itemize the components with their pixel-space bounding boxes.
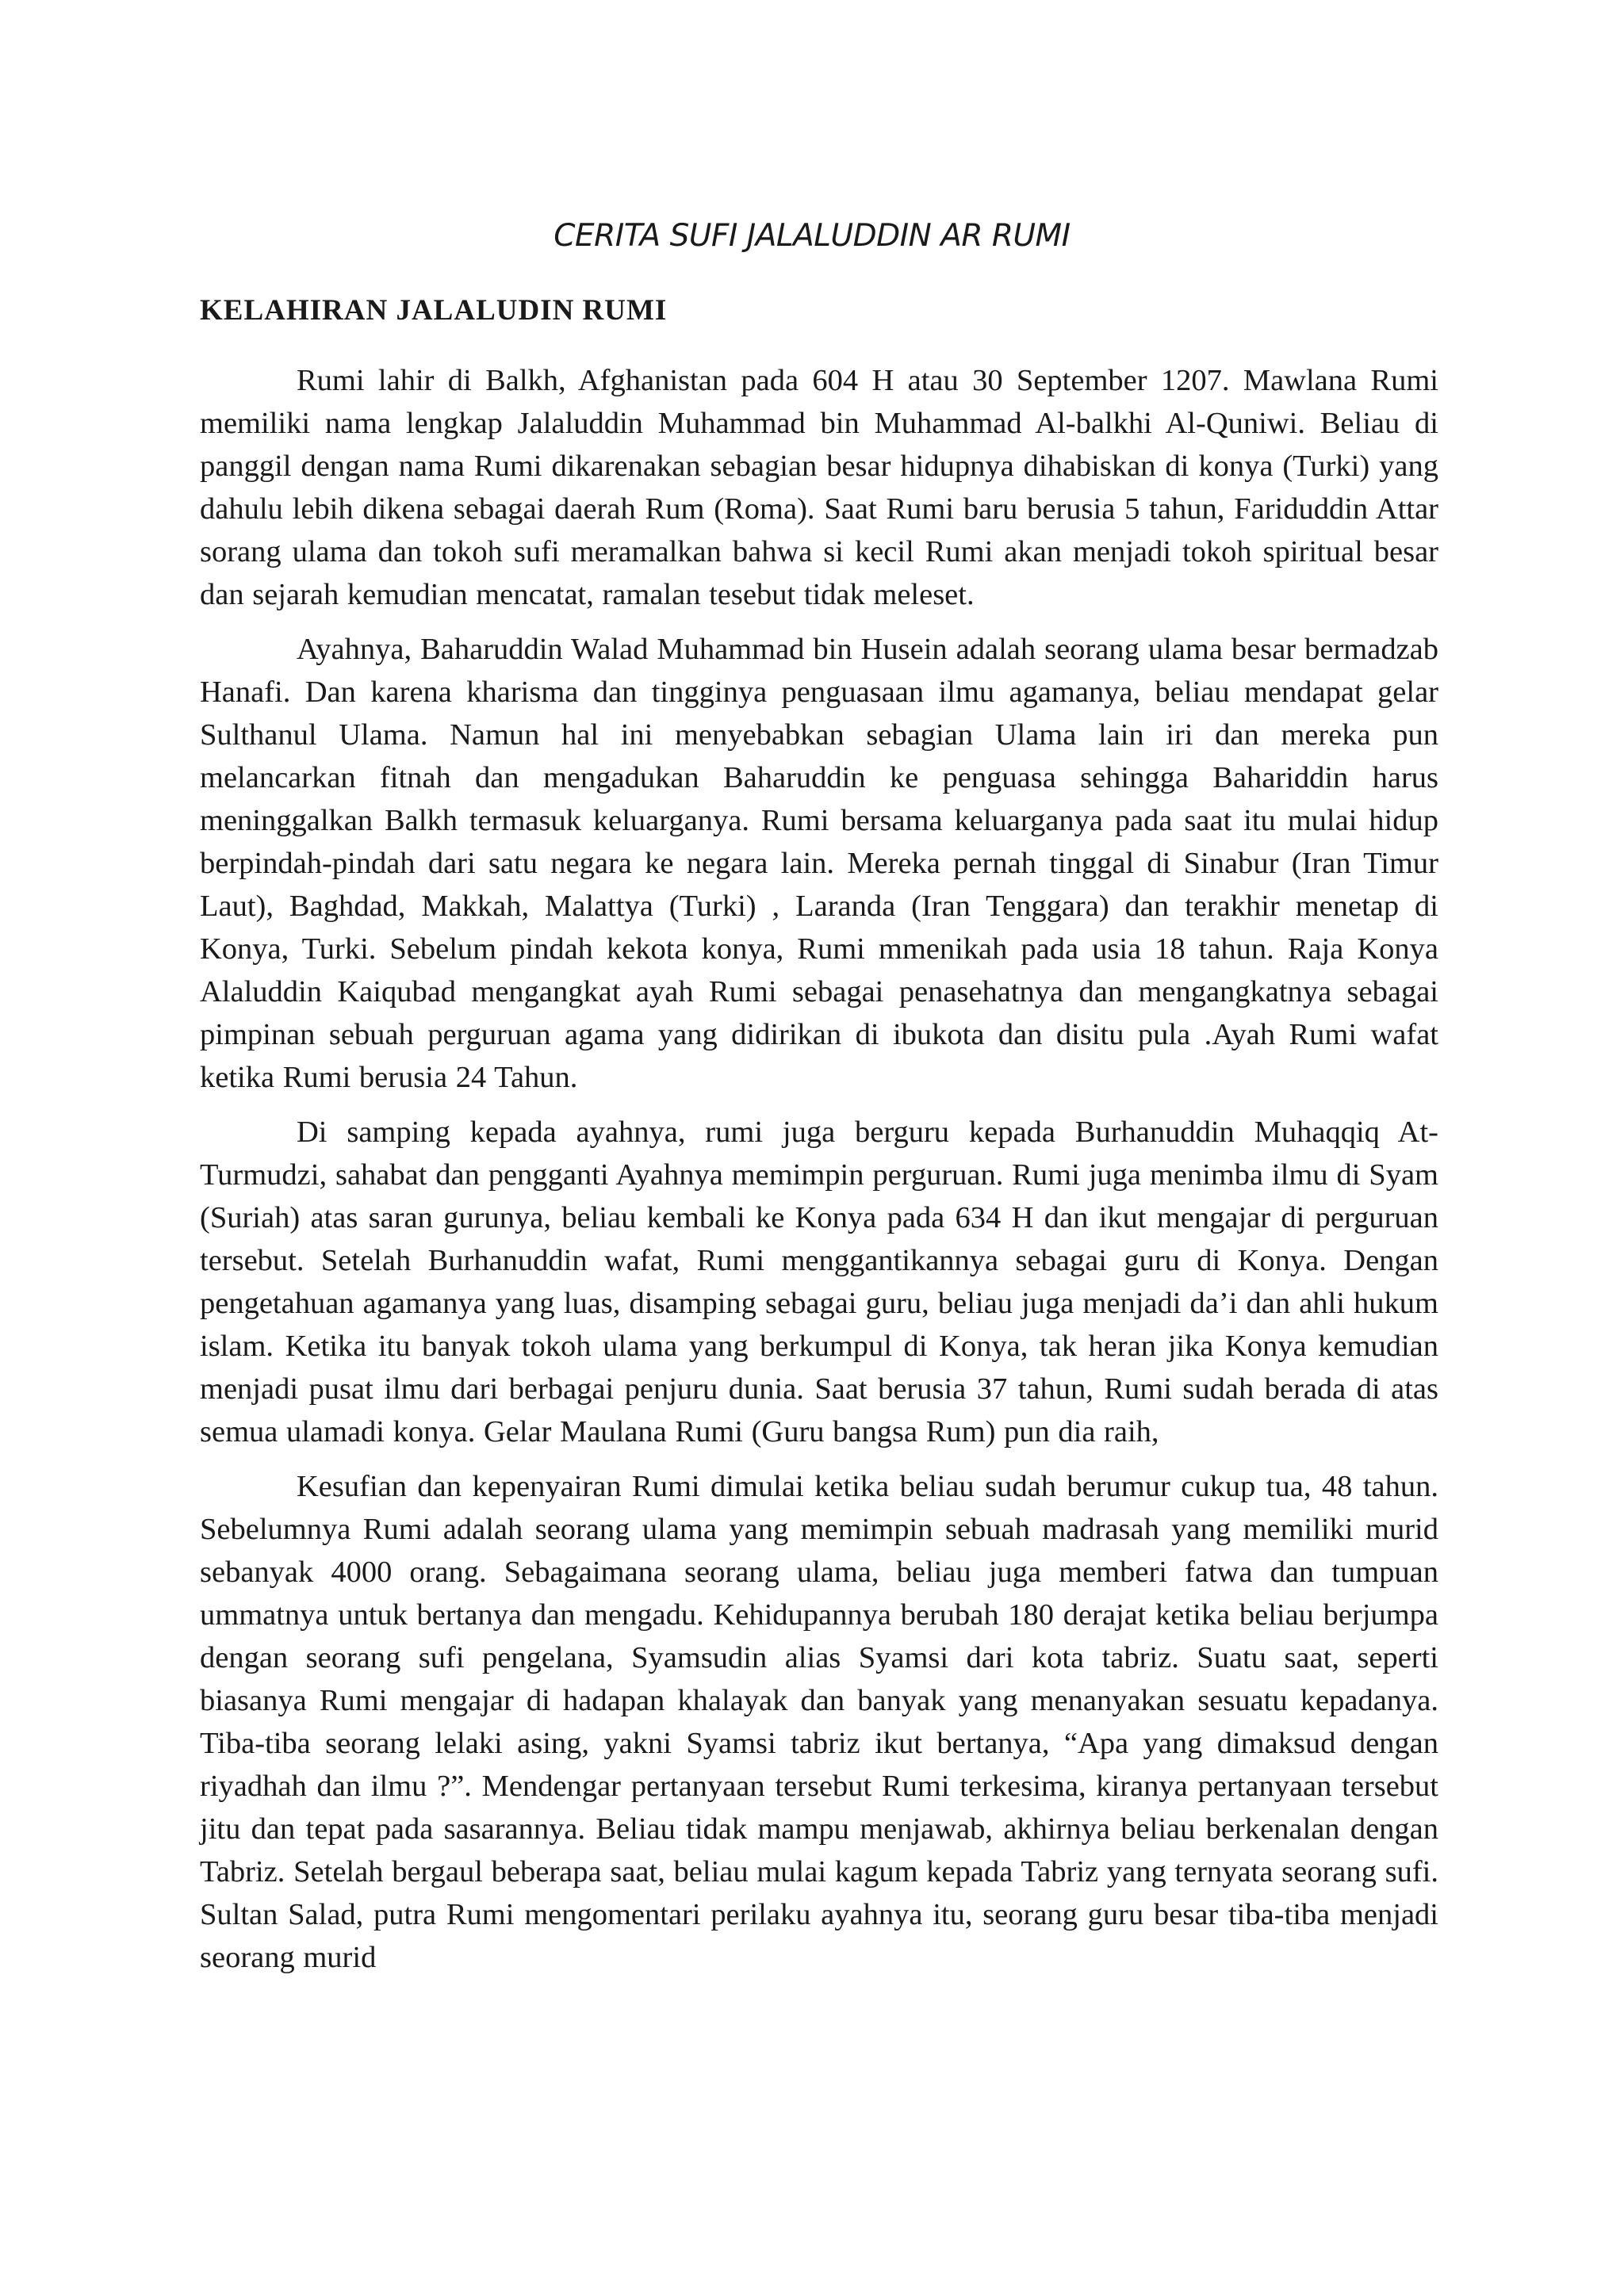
section-heading: KELAHIRAN JALALUDIN RUMI	[200, 294, 668, 327]
paragraph-father: Ayahnya, Baharuddin Walad Muhammad bin Husein adalah seorang ulama besar bermadzab Hanafi. Dan karena kharisma dan tingginya penguasaan ilmu agamanya, beliau mendapat gelar Sulthanul Ulama. Namun hal ini menyebabkan sebagian Ulama lain iri dan mereka pun melancarkan fitnah dan mengadukan Baharuddin ke penguasa sehingga Bahariddin harus meninggalkan Balkh termasuk keluarganya. Rumi bersama keluarganya pada saat itu mulai hidup berpindah-pindah dari satu negara ke negara lain. Mereka pernah tinggal di Sinabur (Iran Timur Laut), Baghdad, Makkah, Malattya (Turki) , Laranda (Iran Tenggara) dan terakhir menetap di Konya, Turki. Sebelum pindah kekota konya, Rumi mmenikah pada usia 18 tahun. Raja Konya Alaluddin Kaiqubad mengangkat ayah Rumi sebagai penasehatnya dan mengangkatnya sebagai pimpinan sebuah perguruan agama yang didirikan di ibukota dan disitu pula .Ayah Rumi wafat ketika Rumi berusia 24 Tahun.	[200, 633, 1438, 1094]
paragraph-birth: Rumi lahir di Balkh, Afghanistan pada 604 H atau 30 September 1207. Mawlana Rumi memiliki nama lengkap Jalaluddin Muhammad bin Muhammad Al-balkhi Al-Quniwi. Beliau di panggil dengan nama Rumi dikarenakan sebagian besar hidupnya dihabiskan di konya (Turki) yang dahulu lebih dikena sebagai daerah Rum (Roma). Saat Rumi baru berusia 5 tahun, Fariduddin Attar sorang ulama dan tokoh sufi meramalkan bahwa si kecil Rumi akan menjadi tokoh spiritual besar dan sejarah kemudian mencatat, ramalan tesebut tidak meleset.	[200, 364, 1438, 611]
document-body	[200, 359, 1438, 1991]
paragraph-sufism: Kesufian dan kepenyairan Rumi dimulai ketika beliau sudah berumur cukup tua, 48 tahun. Sebelumnya Rumi adalah seorang ulama yang memimpin sebuah madrasah yang memiliki murid sebanyak 4000 orang. Sebagaimana seorang ulama, beliau juga memberi fatwa dan tumpuan ummatnya untuk bertanya dan mengadu. Kehidupannya berubah 180 derajat ketika beliau berjumpa dengan seorang sufi pengelana, Syamsudin alias Syamsi dari kota tabriz. Suatu saat, seperti biasanya Rumi mengajar di hadapan khalayak dan banyak yang menanyakan sesuatu kepadanya. Tiba-tiba seorang lelaki asing, yakni Syamsi tabriz ikut bertanya, “Apa yang dimaksud dengan riyadhah dan ilmu ?”. Mendengar pertanyaan tersebut Rumi terkesima, kiranya pertanyaan tersebut jitu dan tepat pada sasarannya. Beliau tidak mampu menjawab, akhirnya beliau berkenalan dengan Tabriz. Setelah bergaul beberapa saat, beliau mulai kagum kepada Tabriz yang ternyata seorang sufi. Sultan Salad, putra Rumi mengomentari perilaku ayahnya itu, seorang guru besar tiba-tiba menjadi seorang murid	[200, 1470, 1438, 1974]
document-title: CERITA SUFI JALALUDDIN AR RUMI	[553, 218, 1071, 254]
paragraph-education: Di samping kepada ayahnya, rumi juga berguru kepada Burhanuddin Muhaqqiq At-Turmudzi, sahabat dan pengganti Ayahnya memimpin perguruan. Rumi juga menimba ilmu di Syam (Suriah) atas saran gurunya, beliau kembali ke Konya pada 634 H dan ikut mengajar di perguruan tersebut. Setelah Burhanuddin wafat, Rumi menggantikannya sebagai guru di Konya. Dengan pengetahuan agamanya yang luas, disamping sebagai guru, beliau juga menjadi da’i dan ahli hukum islam. Ketika itu banyak tokoh ulama yang berkumpul di Konya, tak heran jika Konya kemudian menjadi pusat ilmu dari berbagai penjuru dunia. Saat berusia 37 tahun, Rumi sudah berada di atas semua ulamadi konya. Gelar Maulana Rumi (Guru bangsa Rum) pun dia raih,	[200, 1115, 1438, 1448]
